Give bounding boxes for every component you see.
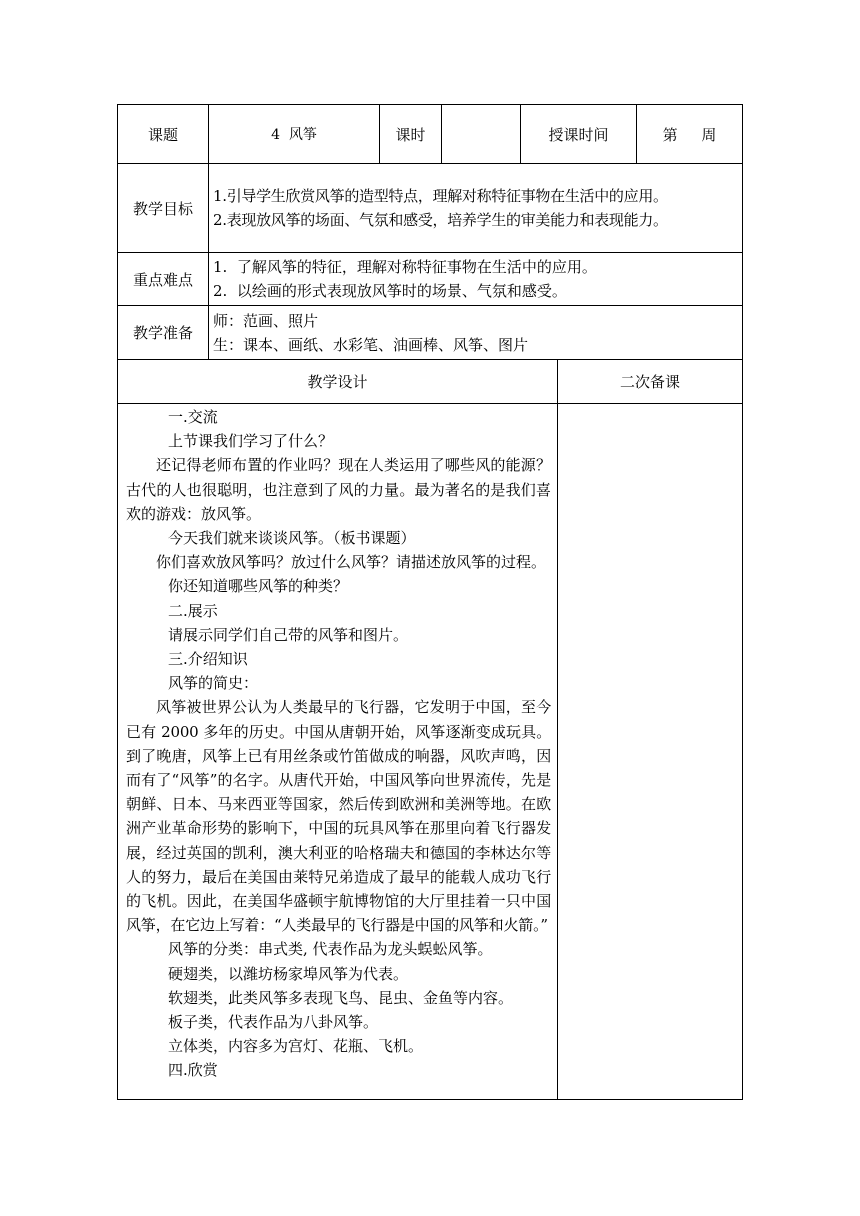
prep-content — [209, 306, 743, 360]
design-paragraph: 立体类，内容多为宫灯、花瓶、飞机。 — [168, 1037, 424, 1056]
section-heading: 二.展示 — [168, 601, 218, 620]
design-paragraph: 风筝的分类：串式类, 代表作品为龙头蜈蚣风筝。 — [168, 940, 493, 959]
goals-row — [118, 164, 743, 253]
section-heading: 三.介绍知识 — [168, 650, 248, 669]
design-content — [118, 404, 558, 1100]
prep-line: 生：课本、画纸、水彩笔、油画棒、风筝、图片 — [213, 335, 529, 354]
design-body-row — [118, 404, 743, 1100]
period-label: 课时 — [380, 105, 442, 164]
design-header-row — [118, 360, 743, 404]
goal-line: 2.表现放风筝的场面、气氛和感受，培养学生的审美能力和表现能力。 — [213, 211, 668, 229]
goal-line: 1.引导学生欣赏风筝的造型特点，理解对称特征事物在生活中的应用。 — [213, 187, 668, 205]
key-point-line: 2. 以绘画的形式表现放风筝时的场景、气氛和感受。 — [213, 282, 567, 300]
topic-label: 课题 — [118, 105, 209, 164]
design-paragraph: 今天我们就来谈谈风筝。（板书课题） — [168, 529, 416, 548]
design-paragraph: 你们喜欢放风筝吗？放过什么风筝？请描述放风筝的过程。 — [156, 553, 547, 572]
key-points-row — [118, 253, 743, 306]
topic-value: 4 风筝 — [209, 105, 380, 164]
design-paragraph: 软翅类，此类风筝多表现飞鸟、昆虫、金鱼等内容。 — [168, 988, 514, 1007]
design-paragraph: 还记得老师布置的作业吗？现在人类运用了哪些风的能源？古代的人也很聪明，也注意到了风的力量。最为著名的是我们喜欢的游戏：放风筝。 — [126, 456, 551, 523]
design-paragraph: 硬翅类，以潍坊杨家埠风筝为代表。 — [168, 964, 409, 983]
week-label: 第 周 — [637, 105, 743, 164]
design-paragraph: 你还知道哪些风筝的种类？ — [168, 577, 349, 596]
key-point-line: 1. 了解风筝的特征，理解对称特征事物在生活中的应用。 — [213, 258, 597, 276]
prep-label: 教学准备 — [118, 306, 209, 360]
design-paragraph: 请展示同学们自己带的风筝和图片。 — [168, 625, 409, 644]
design-header: 教学设计 — [118, 360, 558, 404]
prep-line: 师：范画、照片 — [213, 311, 319, 330]
prep-row — [118, 306, 743, 360]
lesson-plan-table — [117, 104, 743, 1100]
key-points-content — [209, 253, 743, 306]
section-heading: 四.欣赏 — [168, 1061, 218, 1080]
time-label: 授课时间 — [521, 105, 637, 164]
key-points-label: 重点难点 — [118, 253, 209, 306]
header-row — [118, 105, 743, 164]
second-prep-content — [558, 404, 743, 1100]
section-heading: 一.交流 — [168, 408, 218, 426]
design-paragraph: 风筝被世界公认为人类最早的飞行器，它发明于中国，至今已有 2000 多年的历史。中国从唐朝开始，风筝逐渐变成玩具。到了晚唐，风筝上已有用丝条或竹笛做成的响器，风吹声鸣，因而有了“风筝”的名字。从唐代开始，中国风筝向世界流传，先是朝鲜、日本、马来西亚等国家，然后传到欧洲和美洲等地。在欧洲产业革命形势的影响下，中国的玩具风筝在那里向着飞行器发展，经过英国的凯利，澳大利亚的哈格瑞夫和德国的李林达尔等人的努力，最后在美国由莱特兄弟造成了最早的能载人成功飞行的飞机。因此，在美国华盛顿宇航博物馆的大厅里挂着一只中国风筝，在它边上写着：“人类最早的飞行器是中国的风筝和火箭。” — [126, 698, 551, 935]
design-paragraph: 风筝的简史： — [168, 674, 259, 693]
period-value — [442, 105, 521, 164]
second-prep-header: 二次备课 — [558, 360, 743, 404]
goals-label: 教学目标 — [118, 164, 209, 253]
design-paragraph: 上节课我们学习了什么？ — [168, 432, 334, 451]
design-paragraph: 板子类，代表作品为八卦风筝。 — [168, 1013, 379, 1032]
goals-content — [209, 164, 743, 253]
